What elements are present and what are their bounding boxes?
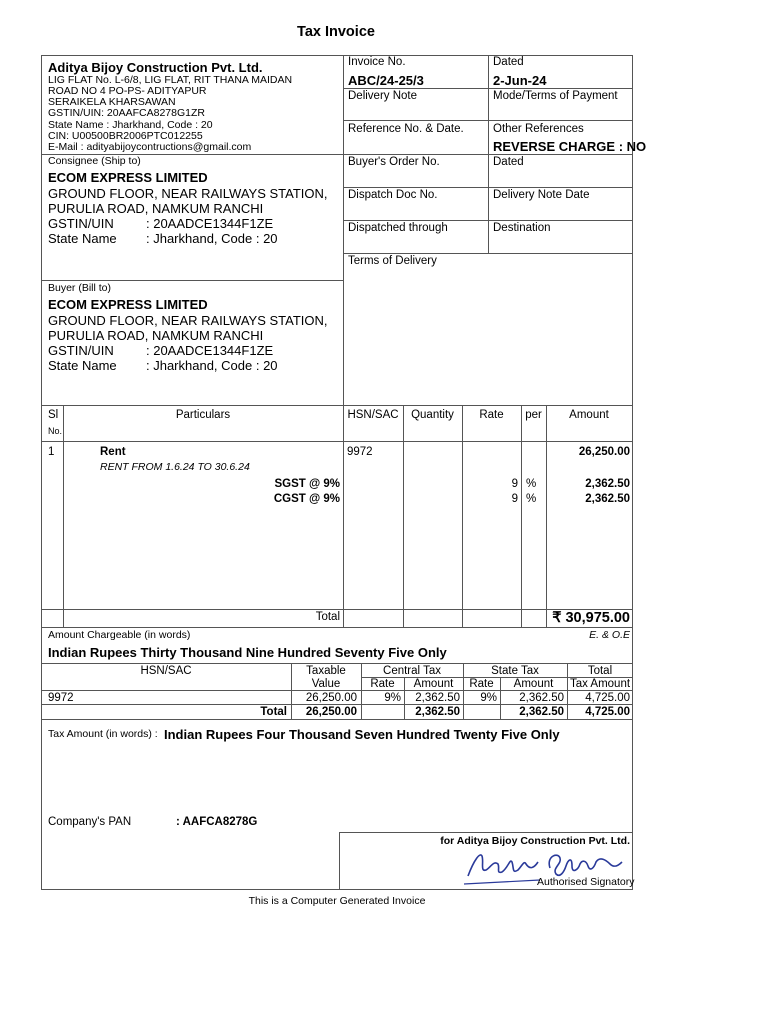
- tax-total-amount: 4,725.00: [585, 706, 630, 718]
- tax-col-total: Total: [587, 665, 613, 677]
- invoice-no: ABC/24-25/3: [348, 73, 424, 88]
- consignee-address: GROUND FLOOR, NEAR RAILWAYS STATION,: [48, 186, 328, 201]
- tax-col-s-rate: Rate: [469, 678, 494, 690]
- tax-row-taxable: 26,250.00: [305, 692, 357, 704]
- sgst-amount: 2,362.50: [585, 478, 630, 490]
- seller-address-line: ROAD NO 4 PO-PS- ADITYAPUR: [48, 85, 207, 97]
- buyer-name: ECOM EXPRESS LIMITED: [48, 297, 208, 312]
- tax-row-total: 4,725.00: [585, 692, 630, 704]
- tax-row-c-amount: 2,362.50: [415, 692, 460, 704]
- authorised-signatory: Authorised Signatory: [537, 876, 635, 888]
- amount-words-value: Indian Rupees Thirty Thousand Nine Hundred Seventy Five Only: [48, 645, 447, 660]
- tax-col-value: Value: [311, 678, 341, 690]
- seller-cin: CIN: U00500BR2006PTC012255: [48, 130, 203, 142]
- tax-row-s-rate: 9%: [480, 692, 497, 704]
- terms-of-delivery-label: Terms of Delivery: [348, 255, 437, 267]
- seller-address-line: SERAIKELA KHARSAWAN: [48, 96, 176, 108]
- items-total-amount: ₹ 30,975.00: [552, 610, 630, 626]
- item-hsn: 9972: [347, 446, 373, 458]
- tax-col-tax-amount: Tax Amount: [569, 678, 631, 690]
- dispatch-doc-label: Dispatch Doc No.: [348, 189, 438, 201]
- cgst-amount: 2,362.50: [585, 493, 630, 505]
- page-title: Tax Invoice: [297, 24, 375, 40]
- seller-email: E-Mail : adityabijoycontructions@gmail.com: [48, 141, 252, 153]
- delivery-note-date-label: Delivery Note Date: [493, 189, 590, 201]
- consignee-heading: Consignee (Ship to): [48, 155, 141, 167]
- col-hsn: HSN/SAC: [347, 409, 399, 421]
- col-amount: Amount: [569, 409, 609, 421]
- buyer-state-value: : Jharkhand, Code : 20: [146, 358, 278, 373]
- col-per: per: [525, 409, 542, 421]
- sgst-per: %: [526, 478, 537, 490]
- seller-gstin: GSTIN/UIN: 20AAFCA8278G1ZR: [48, 107, 205, 119]
- tax-words-label: Tax Amount (in words) :: [48, 728, 158, 740]
- tax-col-taxable: Taxable: [306, 665, 346, 677]
- consignee-name: ECOM EXPRESS LIMITED: [48, 170, 208, 185]
- tax-col-central: Central Tax: [383, 665, 441, 677]
- buyer-heading: Buyer (Bill to): [48, 282, 112, 294]
- tax-row-s-amount: 2,362.50: [519, 692, 564, 704]
- mode-terms-label: Mode/Terms of Payment: [493, 90, 618, 102]
- buyer-state-label: State Name: [48, 358, 117, 373]
- sgst-rate: 9: [511, 478, 518, 490]
- col-rate: Rate: [479, 409, 504, 421]
- pan-value: : AAFCA8278G: [176, 816, 258, 828]
- delivery-note-label: Delivery Note: [348, 90, 418, 102]
- buyer-gstin-value: : 20AADCE1344F1ZE: [146, 343, 274, 358]
- items-total-label: Total: [315, 611, 340, 623]
- eoe-note: E. & O.E: [589, 629, 630, 641]
- invoice-date: 2-Jun-24: [493, 73, 547, 88]
- pan-label: Company's PAN: [48, 816, 132, 828]
- buyer-gstin-label: GSTIN/UIN: [48, 343, 114, 358]
- cgst-rate: 9: [511, 493, 518, 505]
- item-name: Rent: [100, 446, 126, 458]
- consignee-gstin-label: GSTIN/UIN: [48, 216, 114, 231]
- seller-state: State Name : Jharkhand, Code : 20: [48, 119, 213, 131]
- cgst-label: CGST @ 9%: [273, 493, 340, 505]
- buyer-address: GROUND FLOOR, NEAR RAILWAYS STATION,: [48, 313, 328, 328]
- reverse-charge: REVERSE CHARGE : NO: [493, 139, 647, 154]
- consignee-state-label: State Name: [48, 231, 117, 246]
- tax-col-c-rate: Rate: [370, 678, 395, 690]
- col-particulars: Particulars: [175, 409, 231, 421]
- seller-address-line: LIG FLAT No. L-6/8, LIG FLAT, RIT THANA MAIDAN: [48, 74, 293, 86]
- tax-total-c-amount: 2,362.50: [415, 706, 460, 718]
- signature-for-line: for Aditya Bijoy Construction Pvt. Ltd.: [440, 835, 630, 847]
- invoice-no-label: Invoice No.: [348, 56, 406, 68]
- consignee-gstin-value: : 20AADCE1344F1ZE: [146, 216, 274, 231]
- tax-total-taxable: 26,250.00: [305, 706, 357, 718]
- tax-col-state: State Tax: [491, 665, 539, 677]
- tax-row-c-rate: 9%: [384, 692, 401, 704]
- tax-col-c-amount: Amount: [413, 678, 454, 690]
- item-amount: 26,250.00: [578, 446, 630, 458]
- seller-name: Aditya Bijoy Construction Pvt. Ltd.: [48, 60, 263, 75]
- tax-col-hsn: HSN/SAC: [140, 665, 192, 677]
- sgst-label: SGST @ 9%: [274, 478, 340, 490]
- col-sl: Sl: [48, 409, 59, 421]
- dispatched-through-label: Dispatched through: [348, 222, 448, 234]
- tax-total-label: Total: [260, 706, 287, 718]
- consignee-state-value: : Jharkhand, Code : 20: [146, 231, 278, 246]
- other-references-label: Other References: [493, 123, 584, 135]
- computer-generated-note: This is a Computer Generated Invoice: [248, 895, 426, 907]
- col-quantity: Quantity: [411, 409, 454, 421]
- buyer-address: PURULIA ROAD, NAMKUM RANCHI: [48, 328, 264, 343]
- col-sl-no: No.: [48, 426, 63, 436]
- item-sl: 1: [48, 446, 55, 458]
- tax-col-s-amount: Amount: [513, 678, 554, 690]
- tax-row-hsn: 9972: [48, 692, 74, 704]
- dated-label: Dated: [493, 56, 524, 68]
- dated2-label: Dated: [493, 156, 524, 168]
- buyers-order-label: Buyer's Order No.: [348, 156, 440, 168]
- reference-label: Reference No. & Date.: [348, 123, 464, 135]
- item-description: RENT FROM 1.6.24 TO 30.6.24: [100, 461, 250, 473]
- tax-words-value: Indian Rupees Four Thousand Seven Hundred Twenty Five Only: [164, 727, 560, 742]
- cgst-per: %: [526, 493, 537, 505]
- destination-label: Destination: [493, 222, 551, 234]
- amount-words-label: Amount Chargeable (in words): [48, 629, 191, 641]
- tax-total-s-amount: 2,362.50: [519, 706, 564, 718]
- consignee-address: PURULIA ROAD, NAMKUM RANCHI: [48, 201, 264, 216]
